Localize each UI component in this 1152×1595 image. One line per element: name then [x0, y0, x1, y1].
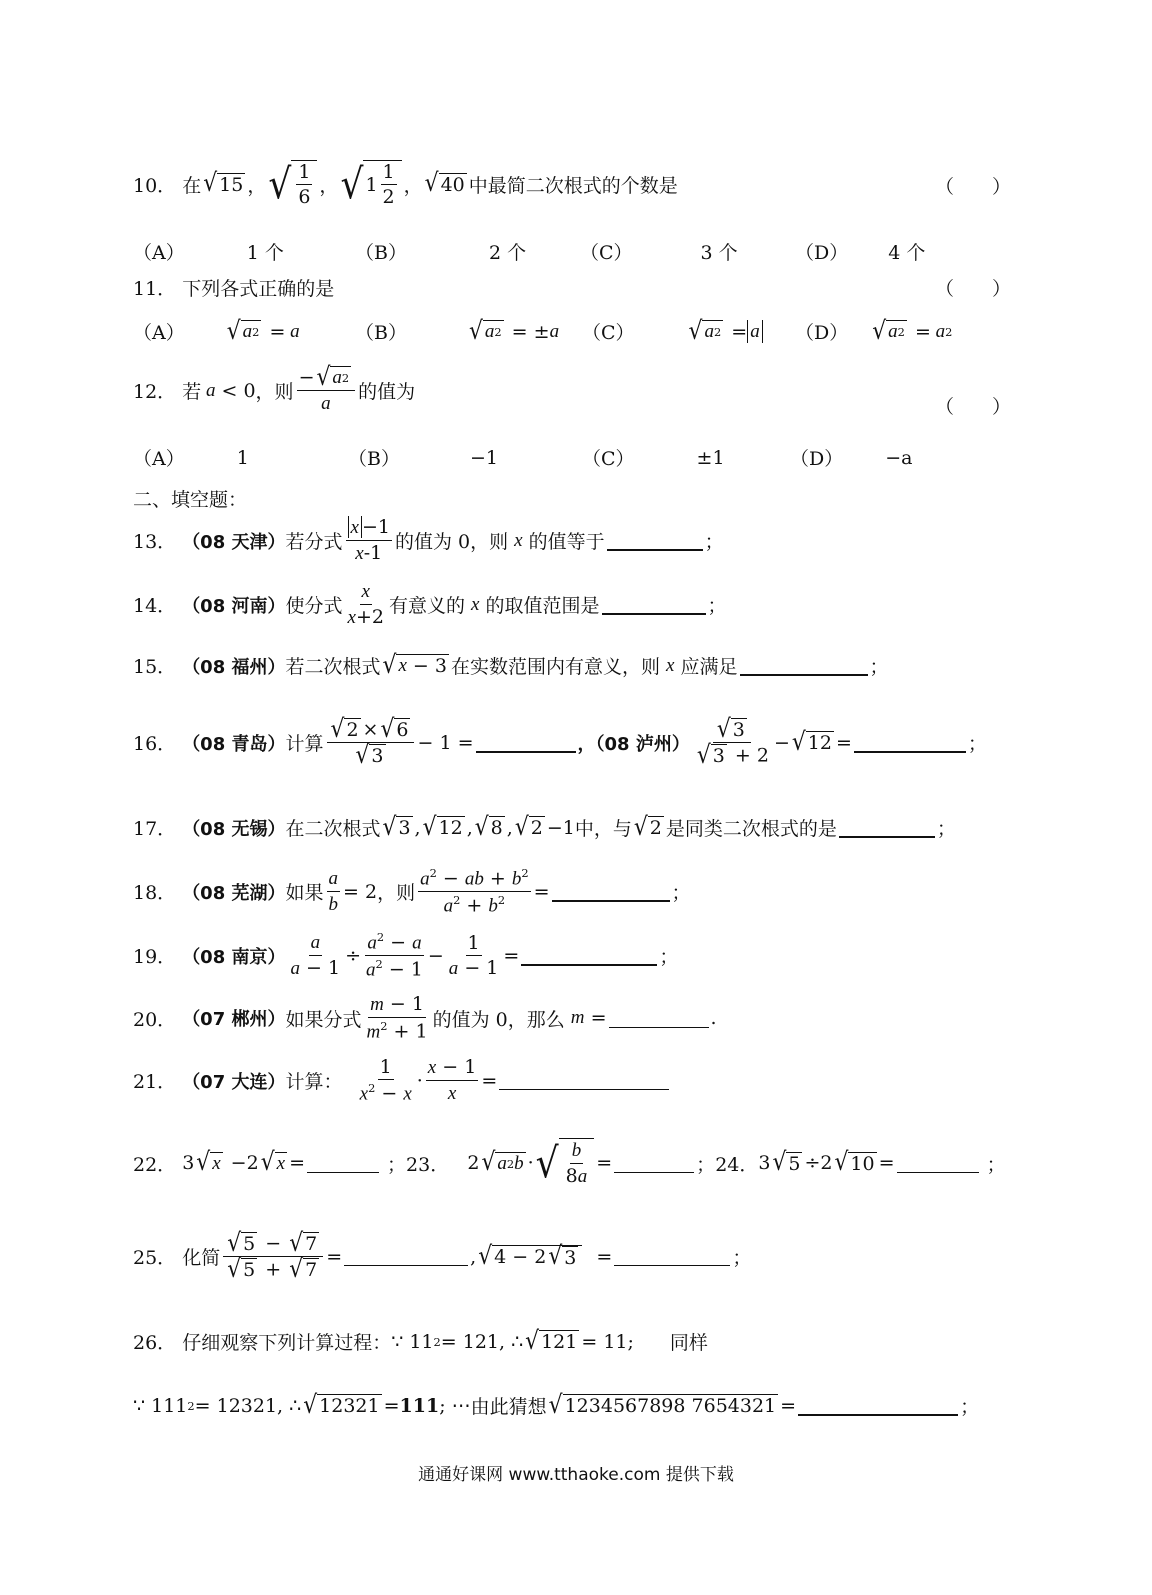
answer-blank[interactable]	[476, 733, 576, 753]
question-12: 12． 若 a < 0 ，则 − √ a 2 a 的值为	[133, 362, 416, 414]
answer-paren: （ ）	[935, 396, 1012, 418]
q11-option-c: （C） √ a 2 = a	[582, 318, 763, 345]
sqrt-40: √ 40	[424, 169, 465, 198]
answer-blank[interactable]	[854, 733, 966, 753]
section-heading: 二、填空题：	[133, 489, 248, 511]
q12-option-c: （C） ±1	[582, 446, 725, 470]
question-26-continued: ∵ 111 2 = 12321, ∴ √ 12321 = 111 ; ⋯ 由此猜想 √ 1234567898 7654321 = ；	[133, 1390, 980, 1420]
question-number: 10．	[133, 174, 177, 197]
sqrt-1-6: √ $\frac{1}{6}$	[268, 160, 317, 208]
answer-blank[interactable]	[307, 1154, 379, 1173]
answer-blank[interactable]	[607, 531, 703, 551]
q12-option-b: （B） −1	[348, 446, 498, 470]
question-18: 18． （08 芜湖） 如果 $\frac{a}{b}$ = 2 ，则 $\frac{a^2 - ab + b^2}{a^2 + b^2}$ = ；	[133, 866, 691, 917]
question-20: 20． （07 郴州） 如果分式 $\frac{m - 1}{m^2 + 1}$ 的值为 0，那么 m = .	[133, 993, 717, 1043]
answer-blank[interactable]	[839, 818, 935, 838]
answer-blank[interactable]	[740, 656, 868, 676]
answer-paren: （ ）	[935, 278, 1012, 300]
q11-option-b: （B） √ a 2 = ± a	[355, 316, 560, 346]
question-16: 16． （08 青岛） 计算 √ 2 × √ 6 √ 3 − 1 = ，（08 泸州） √ 3 √ 3 + 2 − √ 12 = ；	[133, 714, 987, 770]
question-10: 10． 在 √ 15 ， √ $\frac{1}{6}$ ， √ 1 $\frac{1}{2}$ ， √ 40 中最简二次根式的个数是	[133, 159, 678, 209]
answer-blank[interactable]	[499, 1071, 669, 1090]
question-26: 26． 仔细观察下列计算过程： ∵ 11 2 = 121, ∴ √ 121 = 11; 同样	[133, 1326, 708, 1356]
question-25: 25． 化简 √ 5 − √ 7 √ 5 + √ 7 = , √ 4 − 2 √ 3 = ；	[133, 1228, 752, 1284]
sqrt-1-1-2: √ 1 $\frac{1}{2}$	[340, 160, 401, 208]
q10-option-c: （C） 3 个	[580, 242, 738, 264]
answer-blank[interactable]	[552, 882, 670, 902]
q10-option-d: （D） 4 个	[795, 242, 926, 264]
answer-blank[interactable]	[609, 1009, 709, 1028]
q12-option-a: （A） 1	[133, 446, 249, 470]
question-14: 14． （08 河南） 使分式 $\frac{x}{x+2}$ 有意义的 x 的取值范围是 ；	[133, 581, 727, 628]
q10-option-a: （A） 1 个	[133, 242, 284, 264]
q12-option-d: （D） −a	[790, 446, 913, 470]
footer-credit: 通通好课网 www.tthaoke.com 提供下载	[418, 1465, 734, 1485]
question-11: 11． 下列各式正确的是	[133, 278, 335, 300]
answer-blank[interactable]	[614, 1247, 730, 1266]
question-17: 17． （08 无锡） 在二次根式 √ 3 , √ 12 , √ 8 , √ 2 −1 中，与 √ 2 是同类二次根式的是 ；	[133, 812, 956, 842]
answer-blank[interactable]	[344, 1247, 468, 1266]
q11-option-a: （A） √ a 2 = a	[133, 316, 300, 346]
question-21: 21． （07 大连） 计算： $\frac{1}{x^2 - x}$ · $\frac{x - 1}{x}$ =	[133, 1056, 671, 1105]
question-13: 13． （08 天津） 若分式 $\frac{x -1}{x-1}$ 的值为 0，则 x 的值等于 ；	[133, 516, 724, 564]
answer-blank[interactable]	[798, 1396, 958, 1416]
answer-blank[interactable]	[521, 946, 657, 966]
fraction: − √ a 2 a	[297, 366, 356, 415]
answer-blank[interactable]	[614, 1154, 694, 1173]
answer-blank[interactable]	[897, 1154, 979, 1173]
q11-option-d: （D） √ a 2 = a 2	[795, 316, 953, 346]
question-15: 15． （08 福州） 若二次根式 √ x − 3 在实数范围内有意义，则 x 应满足 ；	[133, 650, 889, 680]
sqrt-15: √ 15	[203, 169, 244, 198]
answer-blank[interactable]	[602, 595, 706, 615]
q10-option-b: （B） 2 个	[355, 242, 527, 264]
question-22-24: 22． 3 √ x −2 √ x = ； 23． 2 √ a 2 b · √ $\frac{b}{8a}$ = ； 24． 3 √ 5 ÷2 √ 10 = ；	[133, 1138, 1006, 1188]
answer-paren: （ ）	[935, 176, 1012, 198]
question-19: 19． （08 南京） $\frac{a}{a - 1}$ ÷ $\frac{a^2 - a}{a^2 - 1}$ − $\frac{1}{a - 1}$ = ；	[133, 930, 679, 981]
